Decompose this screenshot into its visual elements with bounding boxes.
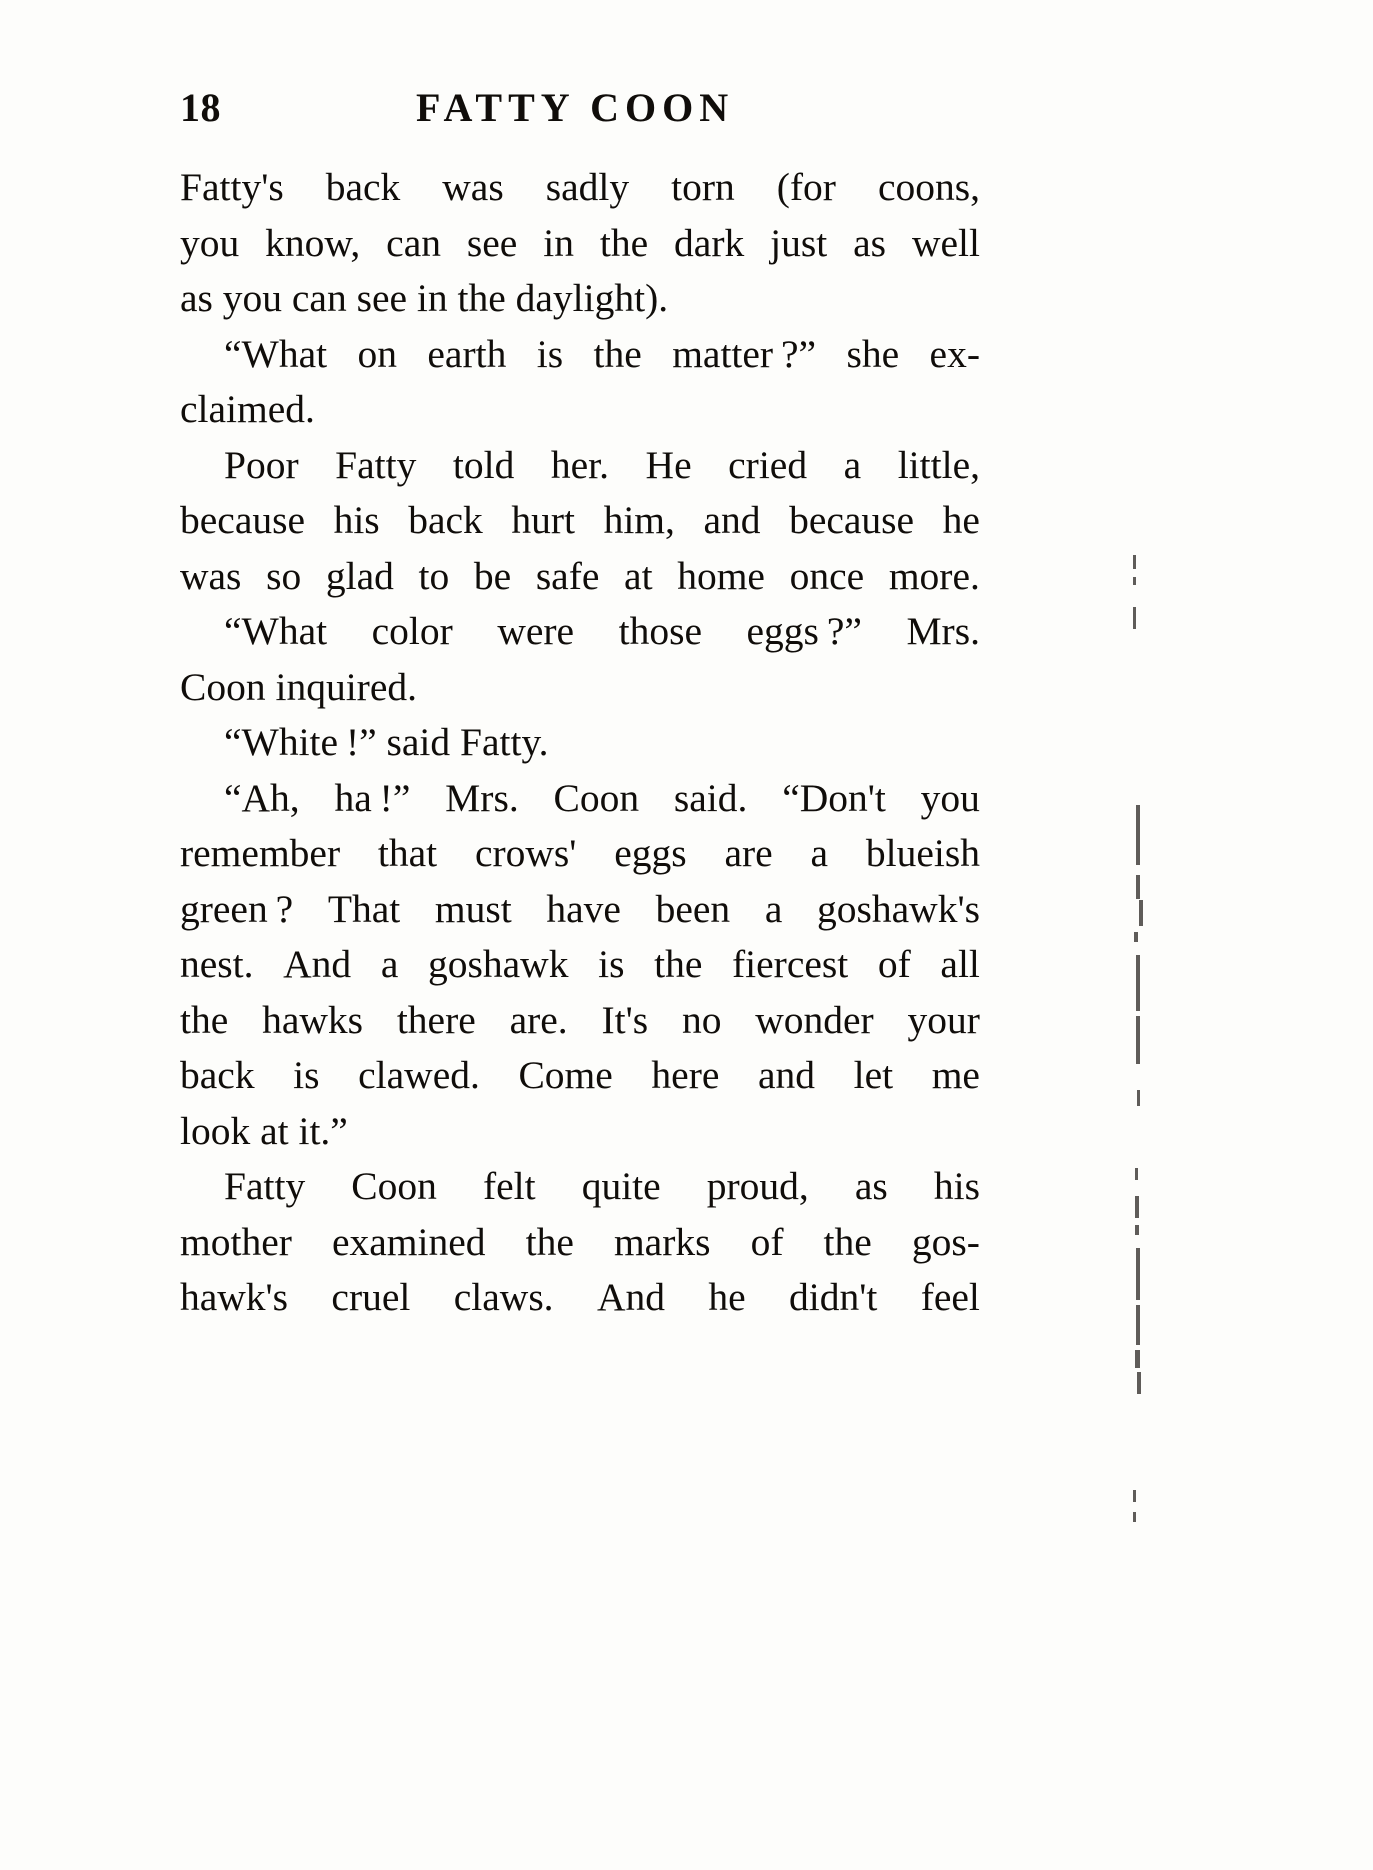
word: And — [596, 1275, 665, 1319]
word: felt — [482, 1164, 536, 1208]
word: home — [677, 553, 765, 598]
text-line — [180, 493, 980, 549]
page-header — [180, 82, 980, 138]
word: ha !” — [334, 775, 411, 820]
word: in — [543, 220, 574, 265]
paragraph — [180, 160, 980, 327]
word: earth — [427, 331, 507, 376]
word: she — [846, 331, 900, 376]
word: Coon — [553, 775, 640, 820]
word: hawks — [262, 997, 364, 1042]
scan-artifact — [1133, 1512, 1136, 1522]
word: goshawk — [428, 942, 569, 986]
word: mother — [180, 1219, 292, 1264]
running-title: FATTY COON — [416, 85, 735, 130]
word: of — [750, 1219, 784, 1264]
word: eggs — [614, 831, 687, 875]
scan-artifact — [1134, 932, 1138, 942]
text-line: as you can see in the daylight). — [180, 276, 669, 320]
text-line — [180, 826, 980, 882]
word: him, — [603, 498, 675, 542]
word: well — [911, 220, 980, 265]
word: are. — [509, 997, 568, 1042]
word: cried — [728, 442, 808, 487]
scan-artifact — [1135, 1350, 1140, 1368]
word: back — [180, 1053, 255, 1097]
text-line: claimed. — [180, 387, 315, 431]
word: That — [327, 886, 401, 931]
word: marks — [613, 1219, 711, 1264]
word: let — [853, 1053, 894, 1097]
text-line — [180, 937, 980, 993]
word: “Don't — [782, 775, 886, 820]
word: he — [708, 1275, 746, 1319]
text-line: look at it.” — [180, 1108, 348, 1153]
word: at — [624, 553, 653, 598]
scan-artifact — [1133, 1490, 1136, 1502]
word: (for — [776, 165, 836, 209]
word: wonder — [755, 997, 874, 1042]
word: the — [593, 331, 642, 376]
text-line — [180, 549, 980, 605]
scan-artifact — [1136, 1305, 1140, 1345]
word: so — [266, 553, 302, 598]
word: Poor — [224, 442, 299, 487]
word: more. — [888, 553, 980, 598]
word: Fatty's — [180, 165, 284, 209]
word: must — [434, 886, 512, 931]
word: coons, — [877, 165, 980, 209]
word: back — [408, 498, 483, 542]
word: and — [703, 498, 761, 542]
page-number: 18 — [180, 85, 221, 130]
scan-artifact — [1136, 955, 1140, 1011]
word: hawk's — [180, 1275, 289, 1319]
word: And — [283, 942, 352, 986]
word: didn't — [789, 1275, 878, 1319]
text-line — [180, 771, 980, 827]
word: “Ah, — [224, 775, 300, 820]
word: Mrs. — [906, 609, 980, 653]
body-text — [180, 160, 980, 1326]
text-line — [180, 1048, 980, 1104]
word: that — [377, 831, 438, 875]
word: your — [907, 997, 980, 1042]
word: He — [645, 442, 692, 487]
paragraph — [180, 771, 980, 1160]
scan-artifact — [1136, 1016, 1140, 1064]
word: all — [940, 942, 980, 986]
text-line — [180, 993, 980, 1049]
word: clawed. — [358, 1053, 480, 1097]
scan-artifact — [1136, 805, 1140, 865]
word: hurt — [511, 498, 576, 542]
paragraph — [180, 715, 980, 771]
word: Mrs. — [445, 775, 519, 820]
word: “What — [224, 609, 328, 653]
word: is — [536, 331, 564, 376]
word: feel — [920, 1275, 980, 1319]
word: as — [854, 1164, 888, 1208]
word: back — [325, 165, 401, 209]
word: a — [380, 942, 399, 986]
word: once — [789, 553, 865, 598]
word: Fatty — [224, 1164, 306, 1208]
word: torn — [671, 165, 735, 209]
word: was — [442, 165, 504, 209]
scan-artifact — [1135, 1168, 1138, 1180]
word: the — [654, 942, 703, 986]
word: green ? — [180, 886, 294, 931]
word: safe — [535, 553, 600, 598]
paragraph — [180, 604, 980, 715]
word: goshawk's — [817, 886, 980, 931]
text-line — [180, 604, 980, 660]
scan-artifact — [1133, 577, 1136, 585]
word: a — [764, 886, 783, 931]
word: he — [942, 498, 980, 542]
word: proud, — [706, 1164, 809, 1208]
word: been — [655, 886, 731, 931]
word: a — [810, 831, 829, 875]
word: the — [823, 1219, 872, 1264]
text-line — [180, 160, 980, 216]
text-line: Coon inquired. — [180, 664, 417, 709]
scan-artifact — [1139, 900, 1143, 926]
word: of — [877, 942, 911, 986]
word: blueish — [865, 831, 980, 875]
word: know, — [265, 220, 361, 265]
scan-artifact — [1137, 1090, 1140, 1106]
scan-artifact — [1136, 1248, 1140, 1300]
word: Fatty — [335, 442, 417, 487]
text-line — [180, 1270, 980, 1326]
word: gos- — [911, 1219, 980, 1264]
word: nest. — [180, 942, 254, 986]
text-line — [180, 216, 980, 272]
word: are — [724, 831, 773, 875]
word: “What — [224, 331, 328, 376]
word: have — [546, 886, 621, 931]
scan-artifact — [1133, 607, 1136, 629]
scan-artifact — [1137, 1372, 1141, 1394]
word: quite — [581, 1164, 661, 1208]
word: here — [651, 1053, 720, 1097]
paragraph — [180, 438, 980, 605]
word: matter ?” — [672, 331, 817, 376]
word: on — [357, 331, 397, 376]
text-line — [180, 882, 980, 938]
word: cruel — [331, 1275, 411, 1319]
word: little, — [897, 442, 980, 487]
word: no — [681, 997, 722, 1042]
word: as — [853, 220, 887, 265]
word: Coon — [351, 1164, 437, 1208]
word: you — [920, 775, 980, 820]
word: ex- — [929, 331, 980, 376]
word: his — [333, 498, 380, 542]
paragraph — [180, 327, 980, 438]
word: was — [180, 553, 242, 598]
word: see — [466, 220, 518, 265]
scan-artifact — [1133, 555, 1136, 569]
word: and — [757, 1053, 816, 1097]
word: the — [180, 997, 229, 1042]
scan-artifact — [1135, 1196, 1139, 1218]
word: dark — [674, 220, 745, 265]
text-line — [180, 327, 980, 383]
word: you — [180, 220, 240, 265]
word: is — [293, 1053, 320, 1097]
scan-artifact — [1135, 1225, 1139, 1235]
word: his — [933, 1164, 980, 1208]
word: claws. — [453, 1275, 554, 1319]
word: Come — [518, 1053, 613, 1097]
word: examined — [331, 1219, 486, 1264]
word: glad — [325, 553, 394, 598]
word: sadly — [545, 165, 630, 209]
word: remember — [180, 831, 341, 875]
word: It's — [601, 997, 649, 1042]
word: eggs ?” — [746, 609, 862, 653]
word: there — [396, 997, 476, 1042]
word: a — [843, 442, 862, 487]
word: said. — [673, 775, 748, 820]
word: me — [931, 1053, 980, 1097]
word: told — [452, 442, 515, 487]
scan-artifact — [1136, 875, 1140, 899]
word: her. — [550, 442, 610, 487]
word: crows' — [474, 831, 577, 875]
word: fiercest — [732, 942, 849, 986]
word: were — [497, 609, 575, 653]
text-line — [180, 1159, 980, 1215]
word: to — [418, 553, 450, 598]
text-line — [180, 1215, 980, 1271]
text-line: “White !” said Fatty. — [224, 720, 549, 764]
word: those — [618, 609, 702, 653]
word: color — [371, 609, 453, 653]
paragraph — [180, 1159, 980, 1326]
word: just — [770, 220, 828, 265]
word: the — [599, 220, 649, 265]
word: the — [525, 1219, 574, 1264]
word: be — [473, 553, 512, 598]
word: because — [180, 498, 305, 542]
word: can — [386, 220, 441, 265]
word: is — [598, 942, 625, 986]
text-line — [180, 438, 980, 494]
word: because — [789, 498, 915, 542]
